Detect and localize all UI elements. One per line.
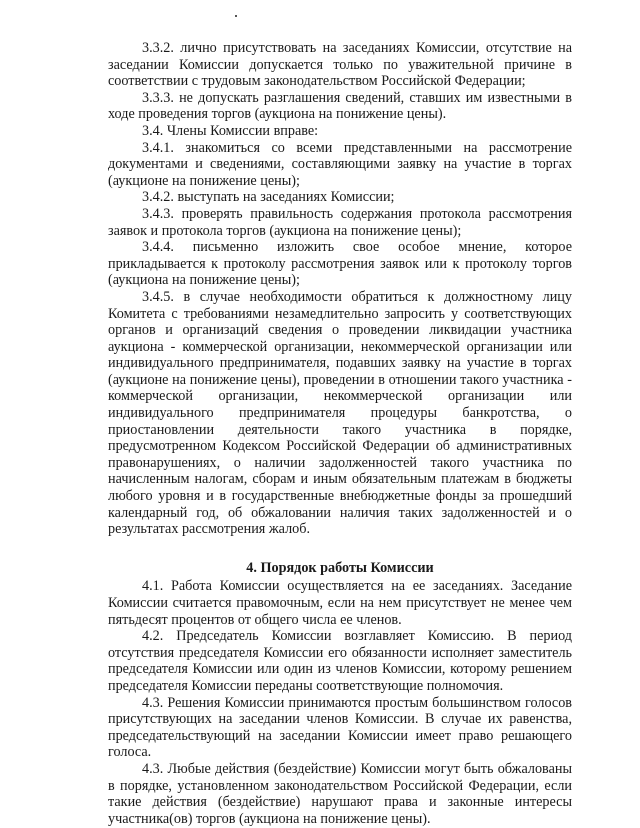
paragraph-3-4-5: 3.4.5. в случае необходимости обратиться к должностному лицу Комитета с требованиями незамедлительно запросить у соответствующих органов и организаций сведения о проведении ликвидации участника аукциона - коммерческой организации, некоммерческой организации или индивидуального предпринимателя, подавших заявку на участие в торгах (аукционе на понижение цены), проведении в отношении такого участника - коммерческой организации, некоммерческой организации или индивидуального предпринимателя процедуры банкротства, о приостановлении деятельности такого участника в порядке, предусмотренном Кодексом Российской Федерации об административных правонарушениях, о наличии задолженностей такого участника по начисленным налогам, сборам и иным обязательным платежам в бюджеты любого уровня и в государственные внебюджетные фонды за прошедший календарный год, об обжаловании наличия таких задолженностей и о результатах рассмотрения жалоб. (108, 288, 572, 538)
paragraph-3-4-3: 3.4.3. проверять правильность содержания протокола рассмотрения заявок и протокола торгов (аукциона на понижение цены); (108, 205, 572, 239)
paragraph-3-3-3: 3.3.3. не допускать разглашения сведений, ставших им известными в ходе проведения торгов (аукциона на понижение цены). (108, 89, 572, 123)
scan-speck (235, 15, 237, 17)
paragraph-4-3-appeal: 4.3. Любые действия (бездействие) Комиссии могут быть обжалованы в порядке, установленном законодательством Российской Федерации, если такие действия (бездействие) нарушают права и законные интересы участника(ов) торгов (аукциона на понижение цены). (108, 760, 572, 827)
paragraph-3-4-2: 3.4.2. выступать на заседаниях Комиссии; (142, 189, 395, 206)
paragraph-3-4: 3.4. Члены Комиссии вправе: (142, 122, 319, 139)
paragraph-3-4-1: 3.4.1. знакомиться со всеми представленными на рассмотрение документами и сведениями, составляющими заявку на участие в торгах (аукционе на понижение цены); (108, 139, 572, 189)
paragraph-4-2: 4.2. Председатель Комиссии возглавляет Комиссию. В период отсутствия председателя Комиссии его обязанности исполняет заместитель председателя Комиссии или один из членов Комиссии, которому решением председателя Комиссии переданы соответствующие полномочия. (108, 628, 572, 694)
paragraph-4-3: 4.3. Решения Комиссии принимаются простым большинством голосов присутствующих на заседании членов Комиссии. В случае их равенства, председательствующий на заседании Комиссии имеет право решающего голоса. (108, 694, 572, 761)
paragraph-3-3-2: 3.3.2. лично присутствовать на заседаниях Комиссии, отсутствие на заседании Комиссии допускается только по уважительной причине в соответствии с трудовым законодательством Российской Федерации; (108, 40, 572, 90)
document-body (108, 40, 572, 827)
paragraph-3-4-4: 3.4.4. письменно изложить свое особое мнение, которое прикладывается к протоколу рассмотрения заявок или к протоколу торгов (аукциона на понижение цены); (108, 239, 572, 289)
section-4-heading: 4. Порядок работы Комиссии (246, 559, 434, 576)
paragraph-4-1: 4.1. Работа Комиссии осуществляется на ее заседаниях. Заседание Комиссии считается правомочным, если на нем присутствует не менее чем пятьдесят процентов от общего числа ее членов. (108, 578, 572, 628)
